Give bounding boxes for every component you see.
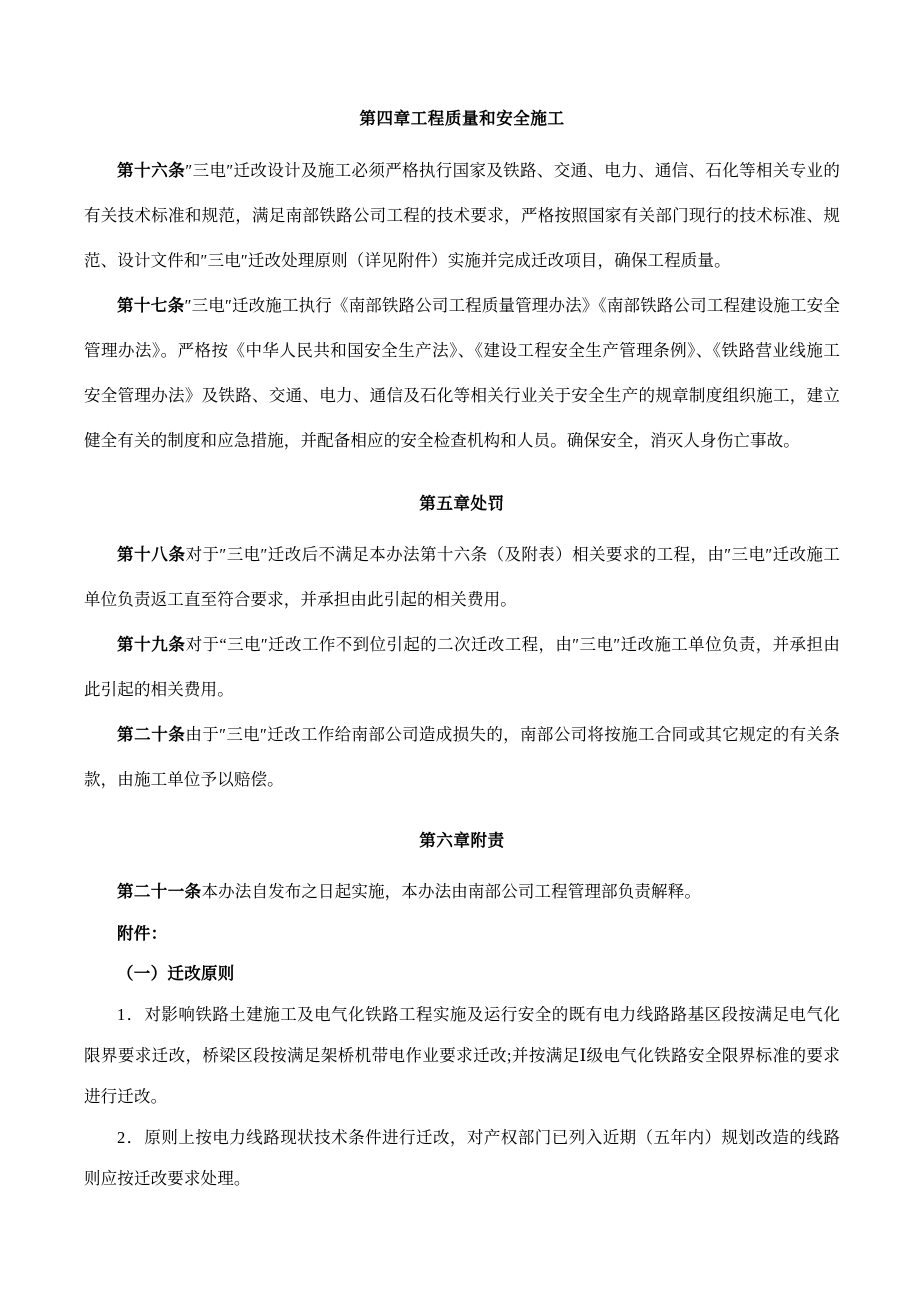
article-21-paragraph (84, 869, 840, 914)
list-item-marker: 2． (117, 1128, 145, 1147)
appendix-list-item (84, 1117, 840, 1199)
article-16-label: 第十六条 (117, 161, 186, 180)
article-19-label: 第十九条 (117, 635, 186, 654)
chapter-4-heading: 第四章工程质量和安全施工 (359, 109, 565, 128)
article-17-text: ″三电″迁改施工执行《南部铁路公司工程质量管理办法》《南部铁路公司工程建设施工安全管理办法》。严格按《中华人民共和国安全生产法》、《建设工程安全生产管理条例》、《铁路营业线施工安全管理办法》及铁路、交通、电力、通信及石化等相关行业关于安全生产的规章制度组织施工，建立健全有关的制度和应急措施，并配备相应的安全检查机构和人员。确保安全，消灭人身伤亡事故。 (84, 296, 840, 450)
article-20-label: 第二十条 (117, 725, 186, 744)
chapter-6-heading: 第六章附责 (419, 831, 505, 850)
appendix-list-item (84, 994, 840, 1117)
appendix-section-one-title: （一）迁改原则 (117, 964, 235, 983)
article-18-paragraph (84, 532, 840, 622)
article-17-label: 第十七条 (117, 296, 185, 315)
article-20-paragraph (84, 712, 840, 802)
article-18-label: 第十八条 (117, 545, 186, 564)
list-item-text: 对影响铁路土建施工及电气化铁路工程实施及运行安全的既有电力线路路基区段按满足电气化限界要求迁改，桥梁区段按满足架桥机带电作业要求迁改;并按满足Ⅰ级电气化铁路安全限界标准的要求进行迁改。 (84, 1005, 841, 1106)
article-20-text: 由于″三电″迁改工作给南部公司造成损失的，南部公司将按施工合同或其它规定的有关条款，由施工单位予以赔偿。 (84, 725, 840, 789)
list-item-text: 原则上按电力线路现状技术条件进行迁改，对产权部门已列入近期（五年内）规划改造的线路则应按迁改要求处理。 (84, 1128, 841, 1188)
article-21-label: 第二十一条 (117, 882, 202, 901)
document-content (84, 104, 840, 1199)
article-18-text: 对于″三电″迁改后不满足本办法第十六条（及附表）相关要求的工程，由″三电″迁改施工单位负责返工直至符合要求，并承担由此引起的相关费用。 (84, 545, 840, 609)
chapter-5-heading: 第五章处罚 (419, 494, 505, 513)
article-16-paragraph (84, 148, 840, 283)
article-19-text: 对于“三电″迁改工作不到位引起的二次迁改工程，由″三电″迁改施工单位负责，并承担由此引起的相关费用。 (84, 635, 840, 699)
article-17-paragraph (84, 283, 840, 463)
article-19-paragraph (84, 622, 840, 712)
list-item-marker: 1． (117, 1005, 145, 1024)
appendix-title: 附件： (117, 924, 168, 943)
article-16-text: ″三电″迁改设计及施工必须严格执行国家及铁路、交通、电力、通信、石化等相关专业的有关技术标准和规范，满足南部铁路公司工程的技术要求，严格按照国家有关部门现行的技术标准、规范、设计文件和″三电″迁改处理原则（详见附件）实施并完成迁改项目，确保工程质量。 (84, 161, 840, 270)
article-21-text: 本办法自发布之日起实施，本办法由南部公司工程管理部负责解释。 (201, 882, 701, 901)
